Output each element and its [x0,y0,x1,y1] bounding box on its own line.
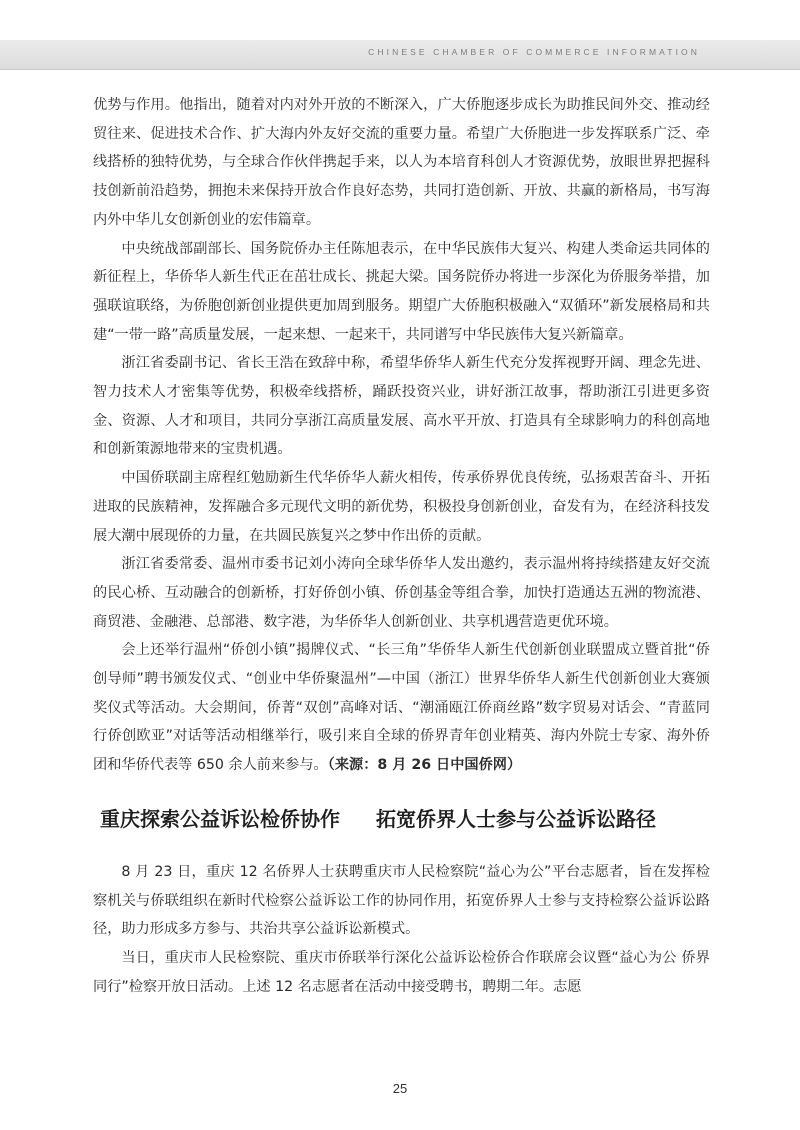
article1-paragraph-2: 浙江省委副书记、省长王浩在致辞中称，希望华侨华人新生代充分发挥视野开阔、理念先进、智力技术人才密集等优势，积极牵线搭桥，踊跃投资兴业，讲好浙江故事，帮助浙江引进更多资金、资源、人才和项目，共同分享浙江高质量发展、高水平开放、打造具有全球影响力的科创高地和创新策源地带来的宝贵机遇。 [93,355,710,458]
page-number: 25 [392,1081,408,1096]
article1-paragraph-0: 优势与作用。他指出，随着对内对外开放的不断深入，广大侨胞逐步成长为助推民间外交、推动经贸往来、促进技术合作、扩大海内外友好交流的重要力量。希望广大侨胞进一步发挥联系广泛、牵线搭桥的独特优势，与全球合作伙伴携起手来，以人为本培育科创人才资源优势，放眼世界把握科技创新前沿趋势，拥抱未来保持开放合作良好态势，共同打造创新、开放、共赢的新格局，书写海内外中华儿女创新创业的宏伟篇章。 [93,97,710,228]
headline-part-1: 重庆探索公益诉讼检侨协作 [100,806,340,831]
article2-paragraph-0: 8 月 23 日，重庆 12 名侨界人士获聘重庆市人民检察院“益心为公”平台志愿者，旨在发挥检察机关与侨联组织在新时代检察公益诉讼工作的协同作用，拓宽侨界人士参与支持检察公益诉讼路径，助力形成多方参与、共治共享公益诉讼新模式。 [93,863,710,938]
article1-paragraph-1: 中央统战部副部长、国务院侨办主任陈旭表示，在中华民族伟大复兴、构建人类命运共同体的新征程上，华侨华人新生代正在茁壮成长、挑起大梁。国务院侨办将进一步深化为侨服务举措，加强联谊联络，为侨胞创新创业提供更加周到服务。期望广大侨胞积极融入“双循环”新发展格局和共建“一带一路”高质量发展，一起来想、一起来干，共同谱写中华民族伟大复兴新篇章。 [93,240,710,343]
headline-part-2: 拓宽侨界人士参与公益诉讼路径 [376,806,656,831]
article1-paragraph-4: 浙江省委常委、温州市委书记刘小涛向全球华侨华人发出邀约，表示温州将持续搭建友好交流的民心桥、互动融合的创新桥，打好侨创小镇、侨创基金等组合拳，加快打造通达五洲的物流港、商贸港、金融港、总部港、数字港，为华侨华人创新创业、共享机遇营造更优环境。 [93,556,710,630]
article2-paragraph-1: 当日，重庆市人民检察院、重庆市侨联举行深化公益诉讼检侨合作联席会议暨“益心为公 侨界同行”检察开放日活动。上述 12 名志愿者在活动中接受聘书，聘期二年。志愿 [93,949,710,995]
article2-headline [93,780,710,858]
article1-paragraph-5-text: 会上还举行温州“侨创小镇”揭牌仪式、“长三角”华侨华人新生代创新创业联盟成立暨首批“侨创导师”聘书颁发仪式、“创业中华侨聚温州”—中国（浙江）世界华侨华人新生代创新创业大赛颁奖仪式等活动。大会期间，侨菁“双创”高峰对话、“潮涌瓯江侨商丝路”数字贸易对话会、“青蓝同行侨创欧亚”对话等活动相继举行，吸引来自全球的侨界青年创业精英、海内外院士专家、海外侨团和华侨代表等 650 余人前来参与。 [93,642,710,774]
source-citation: （来源：8 月 26 日中国侨网） [327,757,522,774]
page-body [93,91,710,1001]
publication-title: CHINESE CHAMBER OF COMMERCE INFORMATION [368,47,700,57]
article1-paragraph-3: 中国侨联副主席程红勉励新生代华侨华人薪火相传，传承侨界优良传统，弘扬艰苦奋斗、开拓进取的民族精神，发挥融合多元现代文明的新优势，积极投身创新创业，奋发有为，在经济科技发展大潮中展现侨的力量，在共圆民族复兴之梦中作出侨的贡献。 [93,470,710,544]
article1-paragraph-5 [93,636,710,780]
